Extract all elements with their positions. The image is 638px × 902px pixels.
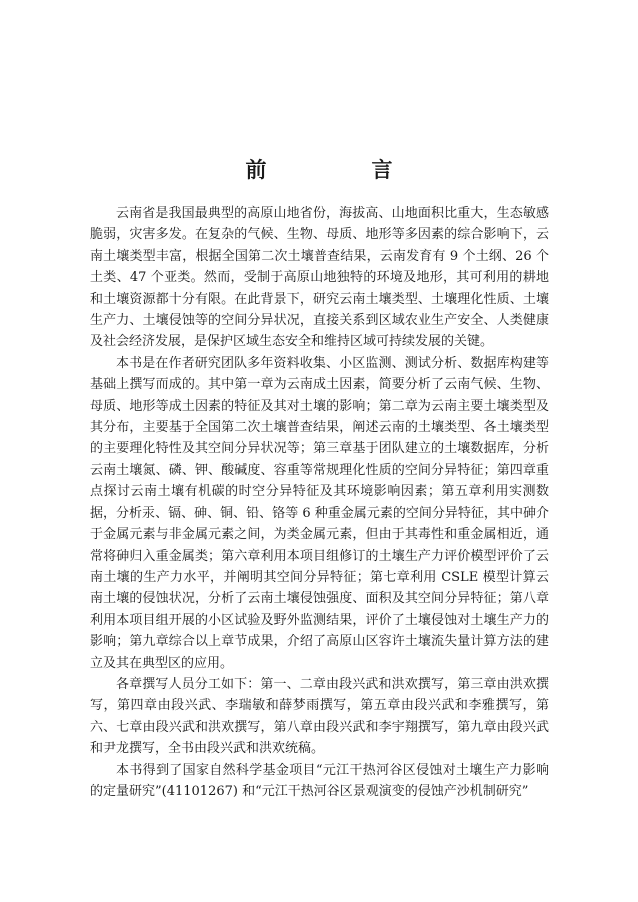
paragraph-1: 云南省是我国最典型的高原山地省份，海拔高、山地面积比重大，生态敏感脆弱，灾害多发。在复杂的气候、生物、母质、地形等多因素的综合影响下，云南土壤类型丰富，根据全国第二次土壤普查结果，云南发育有 9 个土纲、26 个土类、47 个亚类。然而，受制于高原山地独特的环境及地形，其可利用的耕地和土壤资源都十分有限。在此背景下，研究云南土壤类型、土壤理化性质、土壤生产力、土壤侵蚀等的空间分异状况，直接关系到区域农业生产安全、人类健康及社会经济发展，是保护区域生态安全和维持区域可持续发展的关键。 (90, 206, 549, 350)
preface-body (90, 203, 549, 802)
page-title: 前 言 (245, 157, 435, 182)
paragraph-3: 各章撰写人员分工如下：第一、二章由段兴武和洪欢撰写，第三章由洪欢撰写，第四章由段兴武、李瑞敏和薛梦雨撰写，第五章由段兴武和李雅撰写，第六、七章由段兴武和洪欢撰写，第八章由段兴武和李宇翔撰写，第九章由段兴武和尹龙撰写，全书由段兴武和洪欢统稿。 (90, 676, 549, 757)
paragraph-4: 本书得到了国家自然科学基金项目“元江干热河谷区侵蚀对土壤生产力影响的定量研究”(41101267) 和“元江干热河谷区景观演变的侵蚀产沙机制研究” (90, 762, 549, 799)
paragraph-2: 本书是在作者研究团队多年资料收集、小区监测、测试分析、数据库构建等基础上撰写而成的。其中第一章为云南成土因素，简要分析了云南气候、生物、母质、地形等成土因素的特征及其对土壤的影响；第二章为云南主要土壤类型及其分布，主要基于全国第二次土壤普查结果，阐述云南的土壤类型、各土壤类型的主要理化特性及其空间分异状况等；第三章基于团队建立的土壤数据库，分析云南土壤氮、磷、钾、酸碱度、容重等常规理化性质的空间分异特征；第四章重点探讨云南土壤有机碳的时空分异特征及其环境影响因素；第五章利用实测数据，分析汞、镉、砷、铜、铅、铬等 6 种重金属元素的空间分异特征，其中砷介于金属元素与非金属元素之间，为类金属元素，但由于其毒性和重金属相近，通常将砷归入重金属类；第六章利用本项目组修订的土壤生产力评价模型评价了云南土壤的生产力水平，并阐明其空间分异特征；第七章利用 CSLE 模型计算云南土壤的侵蚀状况，分析了云南土壤侵蚀强度、面积及其空间分异特征；第八章利用本项目组开展的小区试验及野外监测结果，评价了土壤侵蚀对土壤生产力的影响；第九章综合以上章节成果，介绍了高原山区容许土壤流失量计算方法的建立及其在典型区的应用。 (90, 355, 549, 671)
